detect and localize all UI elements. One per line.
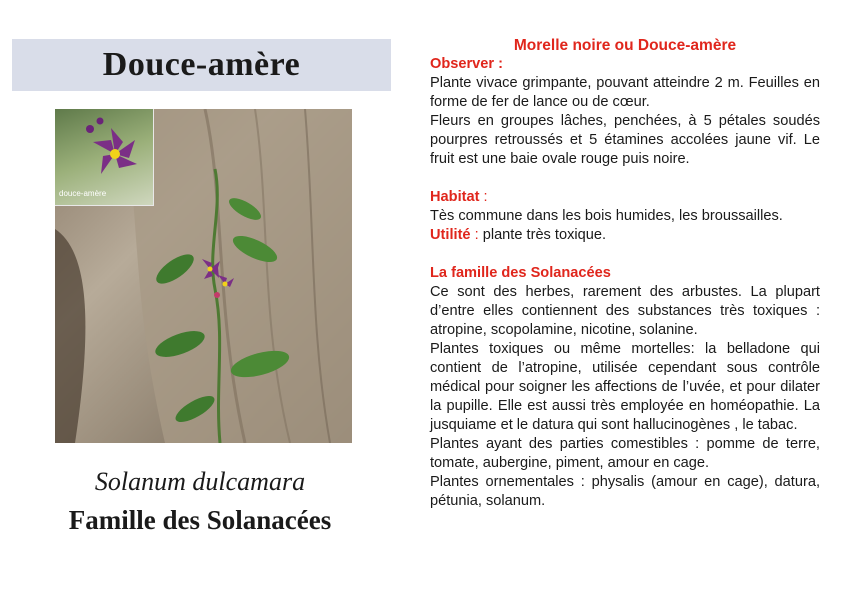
famille-heading: La famille des Solanacées	[430, 265, 611, 281]
famille-paragraph-2: Plantes toxiques ou même mortelles: la belladone qui contient de l’atropine, utilisée cependant sous contrôle médical pour soigner les affections de l’uvée, et pour dilater la pupille. Elle est aussi très employée en homéopathie. La jusquiame et le datura qui sont hallucinogènes , le tabac.	[430, 341, 820, 433]
habitat-label: Habitat	[430, 189, 480, 205]
section-heading: Morelle noire ou Douce-amère	[513, 37, 737, 54]
observer-label: Observer :	[430, 56, 504, 72]
observer-paragraph-2: Fleurs en groupes lâches, penchées, à 5 pétales soudés pourpres retroussés et 5 étamines accolées jaune vif. Le fruit est une baie ovale rouge puis noire.	[430, 113, 820, 167]
spacer	[430, 245, 820, 264]
famille-paragraph-1: Ce sont des herbes, rarement des arbustes. La plupart d’entre elles contiennent des substances très toxiques : atropine, scopolamine, nicotine, solanine.	[430, 284, 820, 338]
utilite-line	[430, 226, 820, 245]
habitat-colon: :	[479, 189, 488, 205]
title-band	[12, 39, 391, 91]
famille-paragraph-3: Plantes ayant des parties comestibles : pomme de terre, tomate, aubergine, piment, amour en cage.	[430, 436, 820, 471]
utilite-colon: :	[470, 227, 479, 243]
species-name: Solanum dulcamara	[94, 467, 306, 496]
habitat-text: Tès commune dans les bois humides, les broussailles.	[430, 208, 783, 224]
habitat-label-line	[430, 188, 820, 207]
spacer	[430, 169, 820, 188]
observer-paragraph-1: Plante vivace grimpante, pouvant atteindre 2 m. Feuilles en forme de fer de lance ou de cœur.	[430, 75, 820, 110]
inset-label: douce-amère	[59, 189, 107, 198]
family-name: Famille des Solanacées	[68, 505, 332, 535]
utilite-text: plante très toxique.	[478, 227, 607, 243]
utilite-label: Utilité	[430, 227, 471, 243]
right-column	[430, 36, 820, 511]
famille-paragraph-4: Plantes ornementales : physalis (amour en cage), datura, pétunia, solanum.	[430, 474, 820, 509]
plant-photo	[55, 109, 352, 443]
page-title: Douce-amère	[102, 46, 301, 83]
photo-inset	[55, 109, 154, 206]
left-column	[0, 0, 410, 595]
